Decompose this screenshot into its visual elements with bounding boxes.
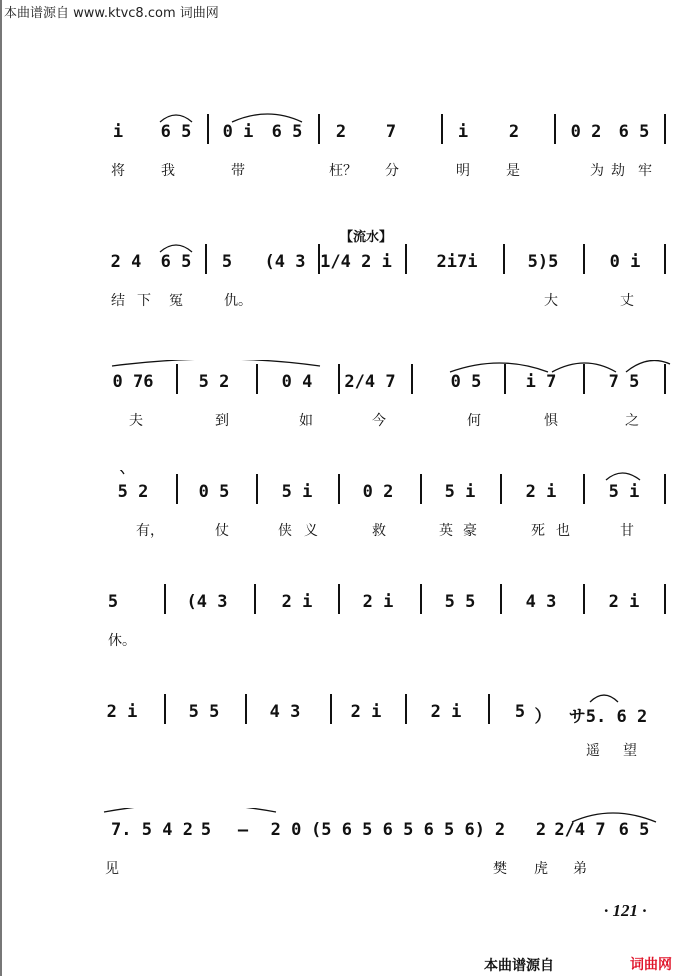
note-group: i [112, 122, 124, 142]
bar-line [664, 114, 666, 144]
bar-line [205, 244, 207, 274]
lyric: 牢 [638, 163, 652, 179]
note-group: 2 i [430, 702, 462, 722]
lyric: 见 [105, 861, 119, 877]
note-group: 0 2 [362, 482, 394, 502]
bar-line [420, 474, 422, 504]
lyric: 救 [372, 523, 386, 539]
bar-line [664, 364, 666, 394]
score-row-6 [0, 690, 690, 790]
note-group: (5 6 5 6 5 6 5 6) [311, 820, 485, 840]
note-group: i 7 [525, 372, 557, 392]
note-group: 2 i [350, 702, 382, 722]
lyric: 樊 [493, 861, 507, 877]
bar-line [664, 474, 666, 504]
lyric: 豪 [463, 523, 477, 539]
lyric: 为 [590, 163, 604, 179]
note-group: 5 i [444, 482, 476, 502]
note-group: 2 i [525, 482, 557, 502]
bar-line [405, 694, 407, 724]
note-group: 2 [335, 122, 347, 142]
note-group: 2 [494, 820, 506, 840]
note-group: 2 i [106, 702, 138, 722]
bar-line [664, 584, 666, 614]
note-group: 0 2 [570, 122, 602, 142]
lyric: 遥 [586, 743, 600, 759]
page-number: · 121 · [604, 901, 647, 920]
note-group: 2 4 [110, 252, 142, 272]
note-group: 6 5 [618, 820, 650, 840]
note-group: 5 i [608, 482, 640, 502]
bar-line [245, 694, 247, 724]
footer-site-logo: 词曲网 [630, 957, 672, 973]
lyric: 丈 [620, 293, 634, 309]
note-group: 5 2 [117, 482, 149, 502]
note-group: (4 3 [186, 592, 228, 612]
lyric: 下 [137, 293, 151, 309]
note-group: 2 i [281, 592, 313, 612]
bar-line [411, 364, 413, 394]
lyric: 英 [439, 523, 453, 539]
lyric: 夫 [129, 413, 143, 429]
lyric: 到 [215, 413, 229, 429]
note-group: 0 4 [281, 372, 313, 392]
bar-line [554, 114, 556, 144]
tempo-mark: 【流水】 [340, 230, 393, 245]
note-group: 0 i [609, 252, 641, 272]
lyric: 大 [544, 293, 558, 309]
lyric: 枉？ [329, 163, 357, 179]
note-group: 0 76 [112, 372, 154, 392]
note-group: サ5. 6 2 [568, 707, 648, 727]
lyric: 仗 [215, 523, 229, 539]
lyric: 结 [111, 293, 125, 309]
lyric: 带 [231, 163, 245, 179]
note-group: 7 [385, 122, 397, 142]
note-group: 4 3 [525, 592, 557, 612]
bar-line [664, 244, 666, 274]
bar-line [176, 474, 178, 504]
note-group: 2i7i [436, 252, 478, 272]
bar-line [330, 694, 332, 724]
lyric: 我 [161, 163, 175, 179]
score-row-1 [0, 110, 690, 210]
note-group: 6 5 [618, 122, 650, 142]
bar-line [254, 584, 256, 614]
note-group: 2 [508, 122, 520, 142]
lyric: 惧 [544, 413, 558, 429]
bar-line [164, 694, 166, 724]
note-group: 4 3 [269, 702, 301, 722]
bar-line [207, 114, 209, 144]
bar-line [338, 364, 340, 394]
lyric: 将 [111, 163, 125, 179]
bar-line [338, 474, 340, 504]
score-row-3 [0, 360, 690, 460]
note-group: 5 [200, 820, 212, 840]
note-group: 1/4 2 i [320, 252, 392, 272]
bar-line [500, 584, 502, 614]
note-group: – [237, 820, 249, 840]
note-group: 5 5 [444, 592, 476, 612]
lyric: 休。 [108, 633, 136, 649]
bar-line [583, 474, 585, 504]
bar-line [500, 474, 502, 504]
lyric: 之 [625, 413, 639, 429]
bar-line [338, 584, 340, 614]
lyric: 侠 [278, 523, 292, 539]
lyric: 也 [556, 523, 570, 539]
note-group: 6 5 [160, 252, 192, 272]
bar-line [256, 364, 258, 394]
lyric: 虎 [534, 861, 548, 877]
note-group: 0 5 [450, 372, 482, 392]
note-group: 5 2 [198, 372, 230, 392]
bar-line [256, 474, 258, 504]
lyric: 望 [623, 743, 637, 759]
note-group: 0 i [222, 122, 254, 142]
score-row-5 [0, 580, 690, 680]
bar-line [503, 244, 505, 274]
lyric: 义 [304, 523, 318, 539]
note-group: 2 i [362, 592, 394, 612]
bar-line [420, 584, 422, 614]
note-group: i [457, 122, 469, 142]
note-group: 2 0 [270, 820, 302, 840]
bar-line [583, 584, 585, 614]
note-group: 5 [107, 592, 119, 612]
lyric: 仇。 [224, 293, 252, 309]
lyric: 劫 [611, 163, 625, 179]
note-group: 5 [221, 252, 233, 272]
footer-source: 本曲谱源自 [484, 958, 554, 974]
lyric: 明 [456, 163, 470, 179]
note-group: 7 5 [608, 372, 640, 392]
note-group: (4 3 [264, 252, 306, 272]
bar-line [405, 244, 407, 274]
bar-line [176, 364, 178, 394]
lyric: 分 [385, 163, 399, 179]
note-group: 5 i [281, 482, 313, 502]
note-group: 6 5 [160, 122, 192, 142]
note-group: 2 i [608, 592, 640, 612]
lyric: 今 [372, 413, 386, 429]
lyric: 死 [531, 523, 545, 539]
note-group: 2/4 7 [344, 372, 396, 392]
note-group: 5)5 [527, 252, 559, 272]
lyric: 冤 [169, 293, 183, 309]
lyric: 弟 [573, 861, 587, 877]
bar-line [488, 694, 490, 724]
note-group: 2/4 7 [554, 820, 606, 840]
lyric: 甘 [620, 523, 634, 539]
lyric: 何 [467, 413, 481, 429]
score-row-2 [0, 230, 690, 340]
bar-line [583, 364, 585, 394]
note-group: 0 5 [198, 482, 230, 502]
note-group: 5 5 [188, 702, 220, 722]
bar-line [164, 584, 166, 614]
lyric: 是 [506, 163, 520, 179]
bar-line [441, 114, 443, 144]
score-row-7 [0, 808, 690, 908]
note-group: 5 [514, 702, 526, 722]
bar-line [583, 244, 585, 274]
bar-line [318, 114, 320, 144]
note-group: 6 5 [271, 122, 303, 142]
lyric: 有， [136, 523, 164, 539]
note-group: ） [534, 707, 552, 727]
page-header: 本曲谱源自 www.ktvc8.com 词曲网 [4, 6, 219, 21]
bar-line [504, 364, 506, 394]
lyric: 如 [299, 413, 313, 429]
note-group: 2 [535, 820, 547, 840]
score-row-4 [0, 470, 690, 570]
note-group: 7. 5 4 2 [111, 820, 193, 840]
